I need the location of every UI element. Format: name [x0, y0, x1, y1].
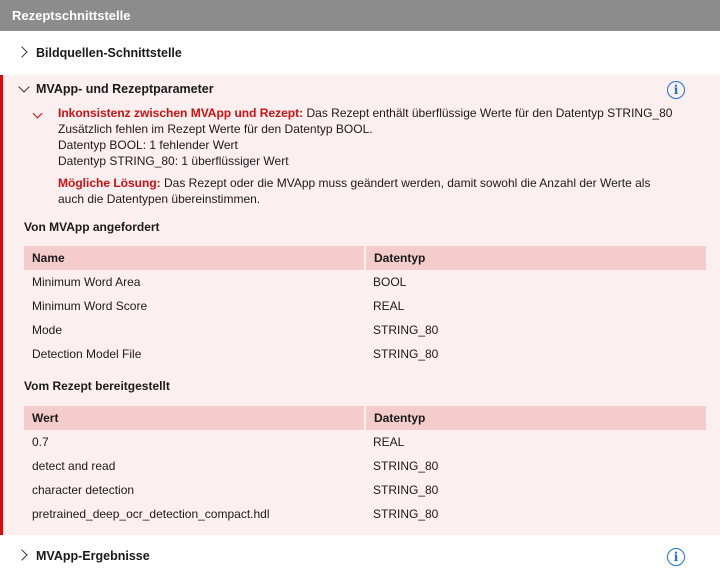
warning-line-3: Datentyp BOOL: 1 fehlender Wert: [58, 138, 238, 152]
cell-name: Detection Model File: [32, 347, 142, 361]
table-row[interactable]: [24, 270, 706, 294]
section-results-header[interactable]: [0, 541, 720, 571]
cell-datatype: REAL: [373, 435, 405, 449]
cell-datatype: STRING_80: [373, 507, 439, 521]
cell-name: Minimum Word Area: [32, 275, 141, 289]
table-header-row: [24, 406, 706, 430]
cell-value: detect and read: [32, 459, 116, 473]
requested-heading: Von MVApp angefordert: [24, 220, 160, 234]
window-title: Rezeptschnittstelle: [0, 0, 720, 31]
chevron-right-icon: [16, 46, 27, 57]
warning-chevron-icon[interactable]: [33, 109, 43, 119]
warning-text: Das Rezept enthält überflüssige Werte für den Datentyp STRING_80: [303, 106, 673, 120]
cell-datatype: STRING_80: [373, 323, 439, 337]
section-parameters-header[interactable]: [3, 75, 643, 101]
cell-datatype: STRING_80: [373, 483, 439, 497]
warning-line-1: [58, 105, 678, 121]
table-row[interactable]: [24, 318, 706, 342]
solution-text: Das Rezept oder die MVApp muss geändert werden, damit sowohl die Anzahl der Werte als auch die Datentypen übereinstimmen.: [58, 176, 651, 206]
info-icon[interactable]: i: [667, 548, 685, 566]
section-image-source-label: Bildquellen-Schnittstelle: [36, 46, 182, 60]
warning-line-4: Datentyp STRING_80: 1 überflüssiger Wert: [58, 154, 289, 168]
cell-value: 0.7: [32, 435, 49, 449]
section-results-label: MVApp-Ergebnisse: [36, 549, 150, 563]
warning-line-2: Zusätzlich fehlen im Rezept Werte für den Datentyp BOOL.: [58, 122, 373, 136]
warning-message: [58, 105, 678, 169]
info-icon[interactable]: i: [667, 81, 685, 99]
table-row[interactable]: [24, 478, 706, 502]
table-row[interactable]: [24, 502, 706, 526]
chevron-down-icon: [18, 81, 29, 92]
cell-datatype: BOOL: [373, 275, 407, 289]
table-row[interactable]: [24, 294, 706, 318]
column-header-name[interactable]: Name: [24, 246, 365, 270]
table-header-row: [24, 246, 706, 270]
column-header-datatype[interactable]: Datentyp: [365, 406, 706, 430]
section-parameters-label: MVApp- und Rezeptparameter: [36, 82, 214, 96]
section-image-source-header[interactable]: [0, 38, 720, 68]
table-row[interactable]: [24, 430, 706, 454]
solution-message: [58, 175, 678, 207]
cell-name: Minimum Word Score: [32, 299, 148, 313]
solution-label: Mögliche Lösung:: [58, 176, 161, 190]
table-row[interactable]: [24, 454, 706, 478]
provided-table: [24, 406, 706, 526]
provided-heading: Vom Rezept bereitgestellt: [24, 379, 170, 393]
cell-datatype: STRING_80: [373, 459, 439, 473]
table-row[interactable]: [24, 342, 706, 366]
warning-title: Inkonsistenz zwischen MVApp und Rezept:: [58, 106, 304, 120]
cell-name: Mode: [32, 323, 63, 337]
chevron-right-icon: [16, 549, 27, 560]
requested-table: [24, 246, 706, 366]
column-header-value[interactable]: Wert: [24, 406, 365, 430]
column-header-datatype[interactable]: Datentyp: [365, 246, 706, 270]
cell-datatype: STRING_80: [373, 347, 439, 361]
cell-datatype: REAL: [373, 299, 405, 313]
cell-value: pretrained_deep_ocr_detection_compact.hdl: [32, 507, 270, 521]
cell-value: character detection: [32, 483, 135, 497]
section-parameters: [0, 75, 720, 535]
